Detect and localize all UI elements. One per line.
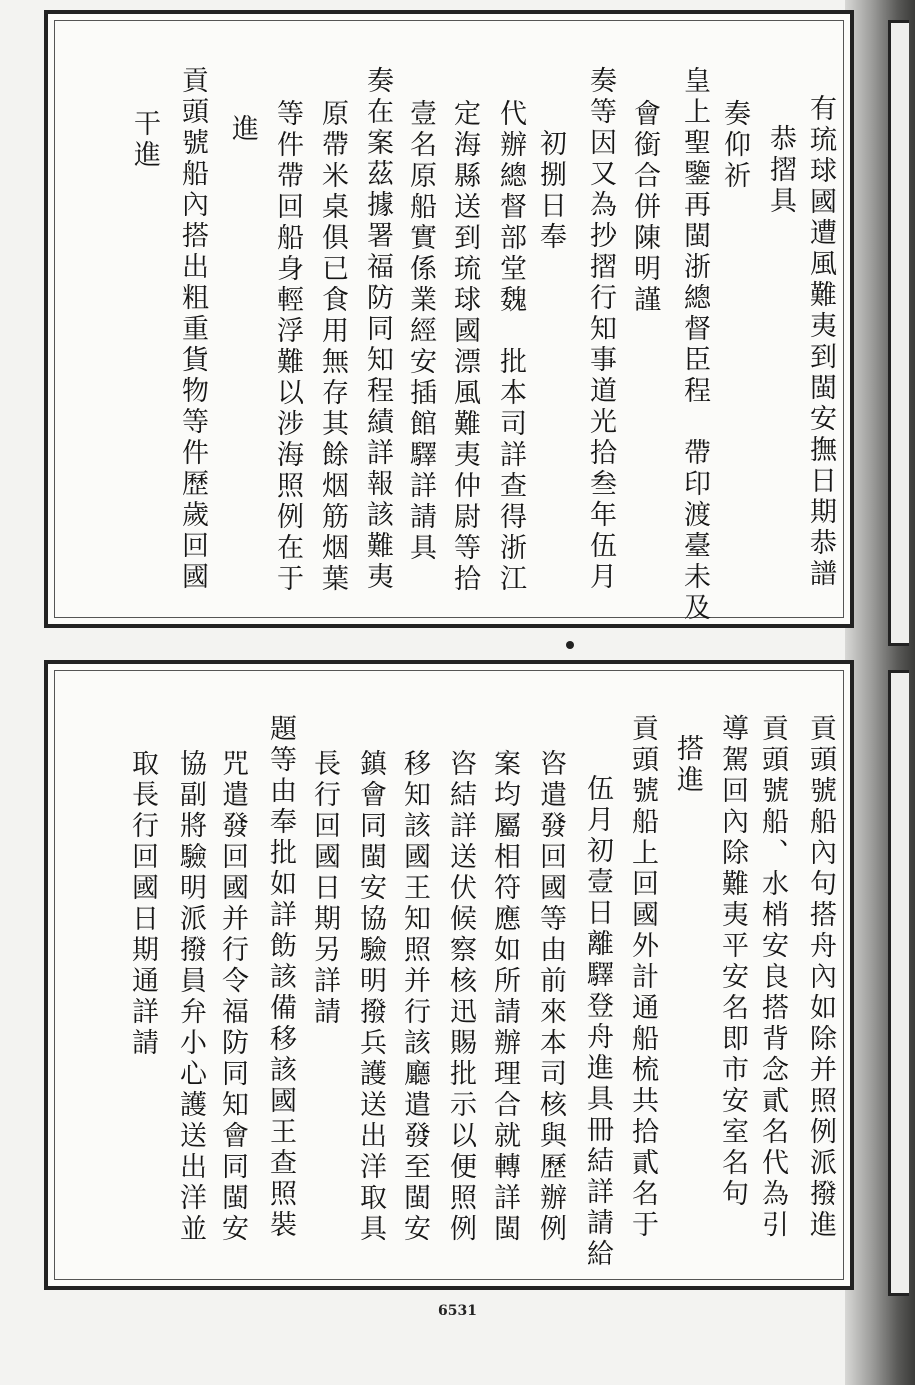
text-column: 貢頭號船上回國外計通船梳共拾貳名于 [627,714,658,1241]
text-column: 移知該國王知照并行該廳遣發至閩安 [399,749,430,1245]
text-column: 進 [227,114,258,145]
text-column: 鎮會同閩安協驗明撥兵護送出洋取具 [355,749,386,1245]
text-column: 咒遣發回國并行令福防同知會同閩安 [217,749,248,1245]
center-dot-mark [566,641,574,649]
text-column: 壹名原船實係業經安插館驛詳請具 [405,99,436,564]
text-column: 初捌日奉 [535,129,566,253]
text-column: 取長行回國日期通詳請 [127,749,158,1059]
text-column: 導駕回內除難夷平安名即市安室名句 [717,714,748,1210]
text-column: 貢頭號船、水梢安良搭背念貳名代為引 [757,714,788,1241]
text-column: 奏在案茲據署福防同知程績詳報該難夷 [362,66,393,593]
text-column: 咨遣發回國等由前來本司核與歷辦例 [535,749,566,1245]
book-spine-shadow [845,0,915,1385]
adjacent-page-edge-top [888,20,909,646]
page-number: 6531 [438,1303,477,1319]
text-column: 咨結詳送伏候察核迅賜批示以便照例 [445,749,476,1245]
text-column: 代辦總督部堂魏 批本司詳查得浙江 [495,99,526,595]
text-column: 奏仰祈 [719,99,750,192]
adjacent-page-edge-bottom [888,670,909,1296]
top-panel-columns [48,14,850,624]
text-column: 協副將驗明派撥員弁小心護送出洋並 [175,749,206,1245]
text-column: 原帶米桌俱已食用無存其餘烟筋烟葉 [317,99,348,595]
text-column: 伍月初壹日離驛登舟進具冊結詳請給 [582,774,613,1270]
bottom-document-panel [44,660,854,1290]
text-column: 定海縣送到琉球國漂風難夷仲尉等拾 [449,99,480,595]
top-document-panel [44,10,854,628]
text-column: 貢頭號船內句搭舟內如除并照例派撥進 [805,714,836,1241]
text-column: 干進 [129,109,160,171]
text-column: 會銜合併陳明謹 [629,99,660,316]
text-column: 搭進 [672,734,703,796]
text-column: 等件帶回船身輕浮難以涉海照例在于 [272,99,303,595]
text-column: 長行回國日期另詳請 [309,749,340,1028]
text-column: 皇上聖鑒再閩浙總督臣程 帶印渡臺未及 [679,66,710,624]
text-column: 題等由奉批如詳飭該備移該國王查照裝 [265,714,296,1241]
text-column: 有琉球國遭風難夷到閩安撫日期恭譜 [805,94,836,590]
text-column: 貢頭號船內搭出粗重貨物等件歷歲回國 [177,66,208,593]
bottom-panel-columns [48,664,850,1286]
text-column: 恭摺具 [765,124,796,217]
text-column: 案均屬相符應如所請辦理合就轉詳閩 [489,749,520,1245]
text-column: 奏等因又為抄摺行知事道光拾叁年伍月 [585,66,616,593]
